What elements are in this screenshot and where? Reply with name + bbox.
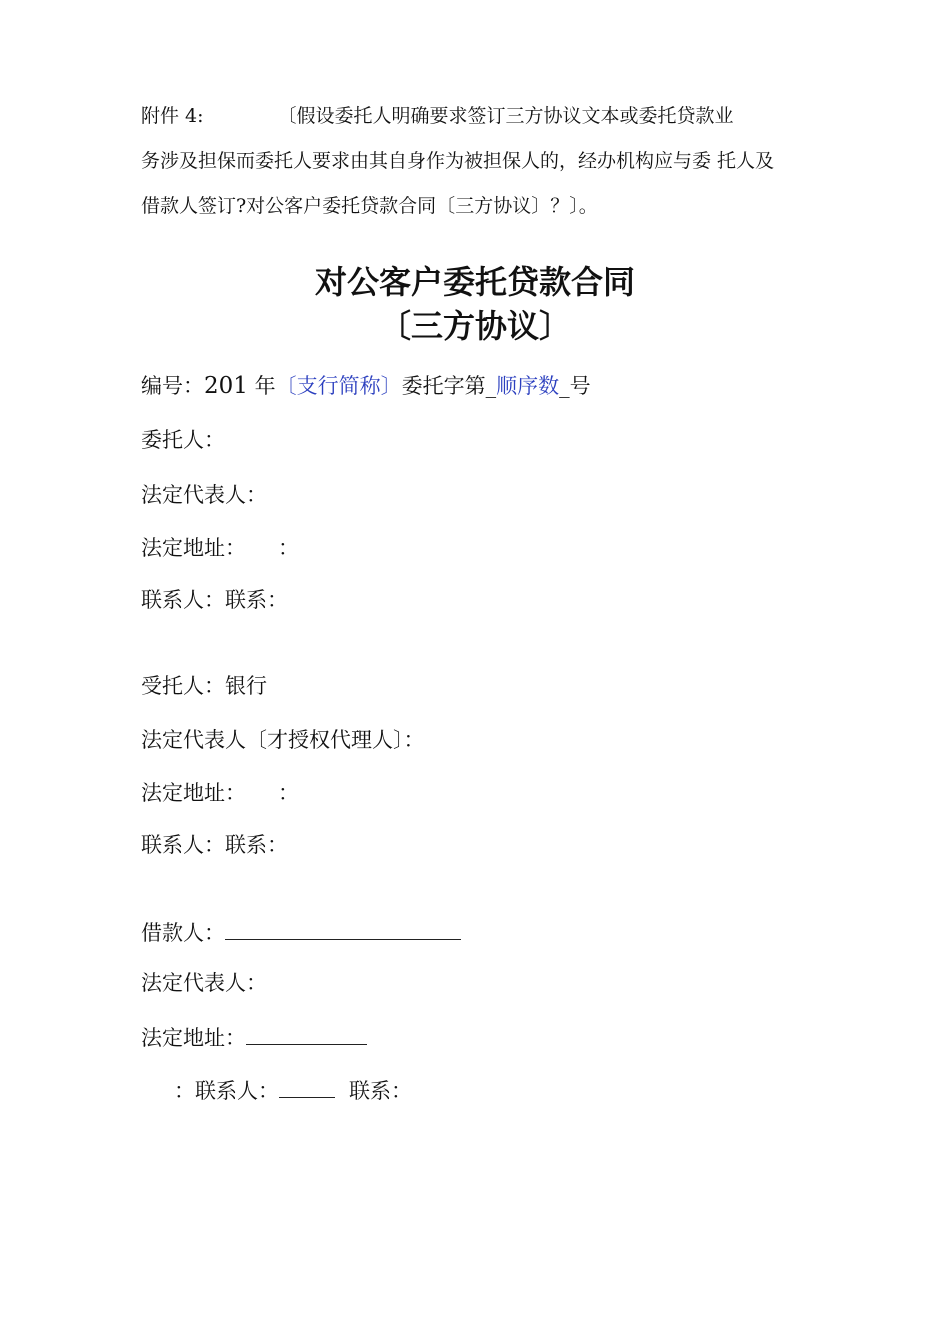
borrower-line (141, 917, 461, 947)
sequence-number-field[interactable]: 顺序数 (496, 374, 560, 398)
trustee-contact: 联系人：联系： (141, 833, 288, 857)
trustee-address: 法定地址： ： (141, 781, 299, 805)
borrower-rep: 法定代表人： (141, 971, 267, 995)
number-prefix: 编号： (141, 374, 204, 398)
principal-address: 法定地址： ： (141, 536, 299, 560)
trustee-rep: 法定代表人〔才授权代理人〕： (141, 728, 425, 752)
intro-text-1: 〔假设委托人明确要求签订三方协议文本或委托贷款业 (277, 105, 734, 127)
contract-subtitle: 〔三方协议〕 (378, 307, 571, 345)
borrower-name-field[interactable] (225, 917, 461, 940)
intro-line-2: 务涉及担保而委托人要求由其自身作为被担保人的，经办机构应与委 托人及 (141, 150, 775, 172)
borrower-address-line (141, 1022, 367, 1052)
intro-line-1 (141, 104, 734, 128)
branch-abbrev-field[interactable]: 〔支行简称〕 (275, 374, 402, 398)
intro-line-3: 借款人签订?对公客户委托贷款合同〔三方协议〕？〕。 (141, 195, 598, 217)
borrower-label: 借款人： (141, 921, 225, 945)
number-mid: 委托字第 (401, 374, 486, 398)
borrower-contact-line (174, 1075, 412, 1105)
borrower-contact-prefix: ：联系人： (174, 1079, 279, 1103)
principal-label: 委托人： (141, 428, 225, 452)
number-suffix: 号 (569, 374, 591, 398)
attachment-label: 附件 4: (141, 105, 204, 127)
borrower-address-label: 法定地址： (141, 1026, 246, 1050)
number-year: 201 (204, 373, 248, 399)
principal-contact: 联系人：联系： (141, 588, 288, 612)
principal-rep: 法定代表人： (141, 483, 267, 507)
borrower-contact-field[interactable] (279, 1075, 335, 1098)
contract-number-line: 编号：201 年〔支行简称〕委托字第_顺序数_号 (141, 373, 591, 399)
borrower-contact-suffix: 联系： (349, 1079, 412, 1103)
contract-title: 对公客户委托贷款合同 (314, 263, 635, 301)
trustee-label: 受托人：银行 (141, 674, 267, 698)
number-year-suffix: 年 (247, 374, 276, 398)
borrower-address-field[interactable] (246, 1022, 367, 1045)
